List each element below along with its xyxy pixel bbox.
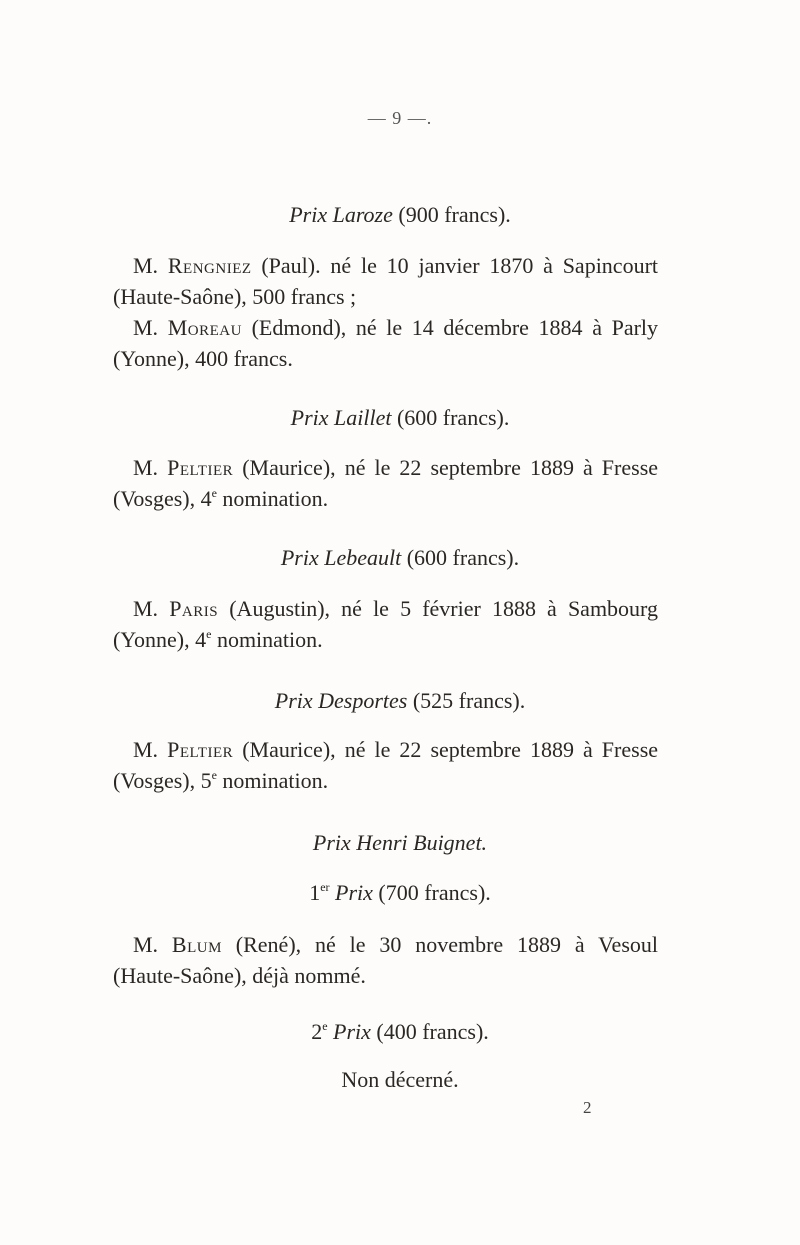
laureate-surname: Rengniez bbox=[167, 253, 252, 278]
prize-amount: (400 francs). bbox=[376, 1019, 489, 1044]
entry-line bbox=[113, 483, 658, 514]
entry-title: M. bbox=[133, 455, 159, 480]
entry-text: nomination. bbox=[216, 486, 329, 511]
entry-line bbox=[113, 734, 658, 765]
entry-text: (Vosges), 5 bbox=[113, 768, 212, 793]
entry-text: (Maurice), né le 22 septembre 1889 à Fresse bbox=[242, 455, 659, 480]
entry-line bbox=[113, 593, 658, 624]
prize-name: Prix Laillet bbox=[290, 405, 392, 430]
ordinal-suffix: e bbox=[211, 486, 217, 500]
prize-name: Prix Henri Buignet. bbox=[312, 830, 488, 855]
prize-amount: (900 francs). bbox=[398, 202, 511, 227]
page-number: — 9 —. bbox=[367, 108, 433, 128]
prize-label: Prix bbox=[335, 880, 373, 905]
entry-text: (Maurice), né le 22 septembre 1889 à Fresse bbox=[242, 737, 659, 762]
entry-title: M. bbox=[133, 253, 159, 278]
entry-line bbox=[113, 452, 658, 483]
entry-title: M. bbox=[133, 737, 159, 762]
entry-text: (Vosges), 4 bbox=[113, 486, 212, 511]
prize-amount: (700 francs). bbox=[378, 880, 491, 905]
entry-text: (Paul). né le 10 janvier 1870 à Sapincourt bbox=[261, 253, 659, 278]
section-heading-buignet bbox=[0, 829, 800, 857]
entry-line bbox=[113, 312, 658, 343]
ordinal-suffix: e bbox=[322, 1019, 328, 1033]
entry-rengniez bbox=[113, 250, 658, 312]
section-heading-lebeault bbox=[0, 544, 800, 572]
entry-line: (Haute-Saône), 500 francs ; bbox=[113, 284, 357, 309]
laureate-surname: Moreau bbox=[167, 315, 242, 340]
prize-amount: (600 francs). bbox=[406, 545, 520, 570]
entry-text: (René), né le 30 novembre 1889 à Vesoul bbox=[235, 932, 658, 957]
prize-name: Prix Desportes bbox=[274, 688, 408, 713]
entry-line bbox=[113, 765, 658, 796]
entry-line: (Yonne), 400 francs. bbox=[113, 346, 293, 371]
entry-text: nomination. bbox=[211, 627, 323, 652]
not-awarded-note: Non décerné. bbox=[341, 1067, 459, 1092]
ordinal-suffix: e bbox=[211, 768, 217, 782]
signature-mark: 2 bbox=[583, 1098, 592, 1117]
laureate-surname: Paris bbox=[169, 596, 219, 621]
ordinal-suffix: er bbox=[320, 880, 330, 894]
entry-line bbox=[113, 250, 658, 281]
entry-moreau bbox=[113, 312, 658, 374]
entry-title: M. bbox=[133, 596, 159, 621]
prize-label: Prix bbox=[333, 1019, 371, 1044]
laureate-surname: Blum bbox=[171, 932, 222, 957]
entry-peltier-laillet bbox=[113, 452, 658, 514]
entry-line bbox=[113, 624, 658, 655]
laureate-surname: Peltier bbox=[167, 455, 234, 480]
entry-text: (Edmond), né le 14 décembre 1884 à Parly bbox=[251, 315, 659, 340]
prize-name: Prix Laroze bbox=[289, 202, 393, 227]
section-heading-laillet bbox=[0, 404, 800, 432]
entry-text: (Augustin), né le 5 février 1888 à Sambourg bbox=[229, 596, 658, 621]
entry-line bbox=[113, 929, 658, 960]
section-heading-laroze bbox=[0, 201, 800, 229]
entry-text: (Yonne), 4 bbox=[113, 627, 207, 652]
prize-rank: 2 bbox=[311, 1019, 323, 1044]
entry-title: M. bbox=[133, 315, 159, 340]
prize-amount: (525 francs). bbox=[412, 688, 526, 713]
entry-line: (Haute-Saône), déjà nommé. bbox=[113, 963, 366, 988]
ordinal-suffix: e bbox=[206, 627, 212, 641]
entry-title: M. bbox=[133, 932, 159, 957]
entry-blum bbox=[113, 929, 658, 991]
entry-peltier-desportes bbox=[113, 734, 658, 796]
prize-amount: (600 francs). bbox=[396, 405, 510, 430]
sub-prize-heading-first bbox=[0, 879, 800, 907]
laureate-surname: Peltier bbox=[167, 737, 234, 762]
entry-paris bbox=[113, 593, 658, 655]
entry-text: nomination. bbox=[216, 768, 329, 793]
section-heading-desportes bbox=[0, 687, 800, 715]
sub-prize-heading-second bbox=[0, 1018, 800, 1046]
prize-rank: 1 bbox=[309, 880, 321, 905]
prize-name: Prix Lebeault bbox=[280, 545, 402, 570]
